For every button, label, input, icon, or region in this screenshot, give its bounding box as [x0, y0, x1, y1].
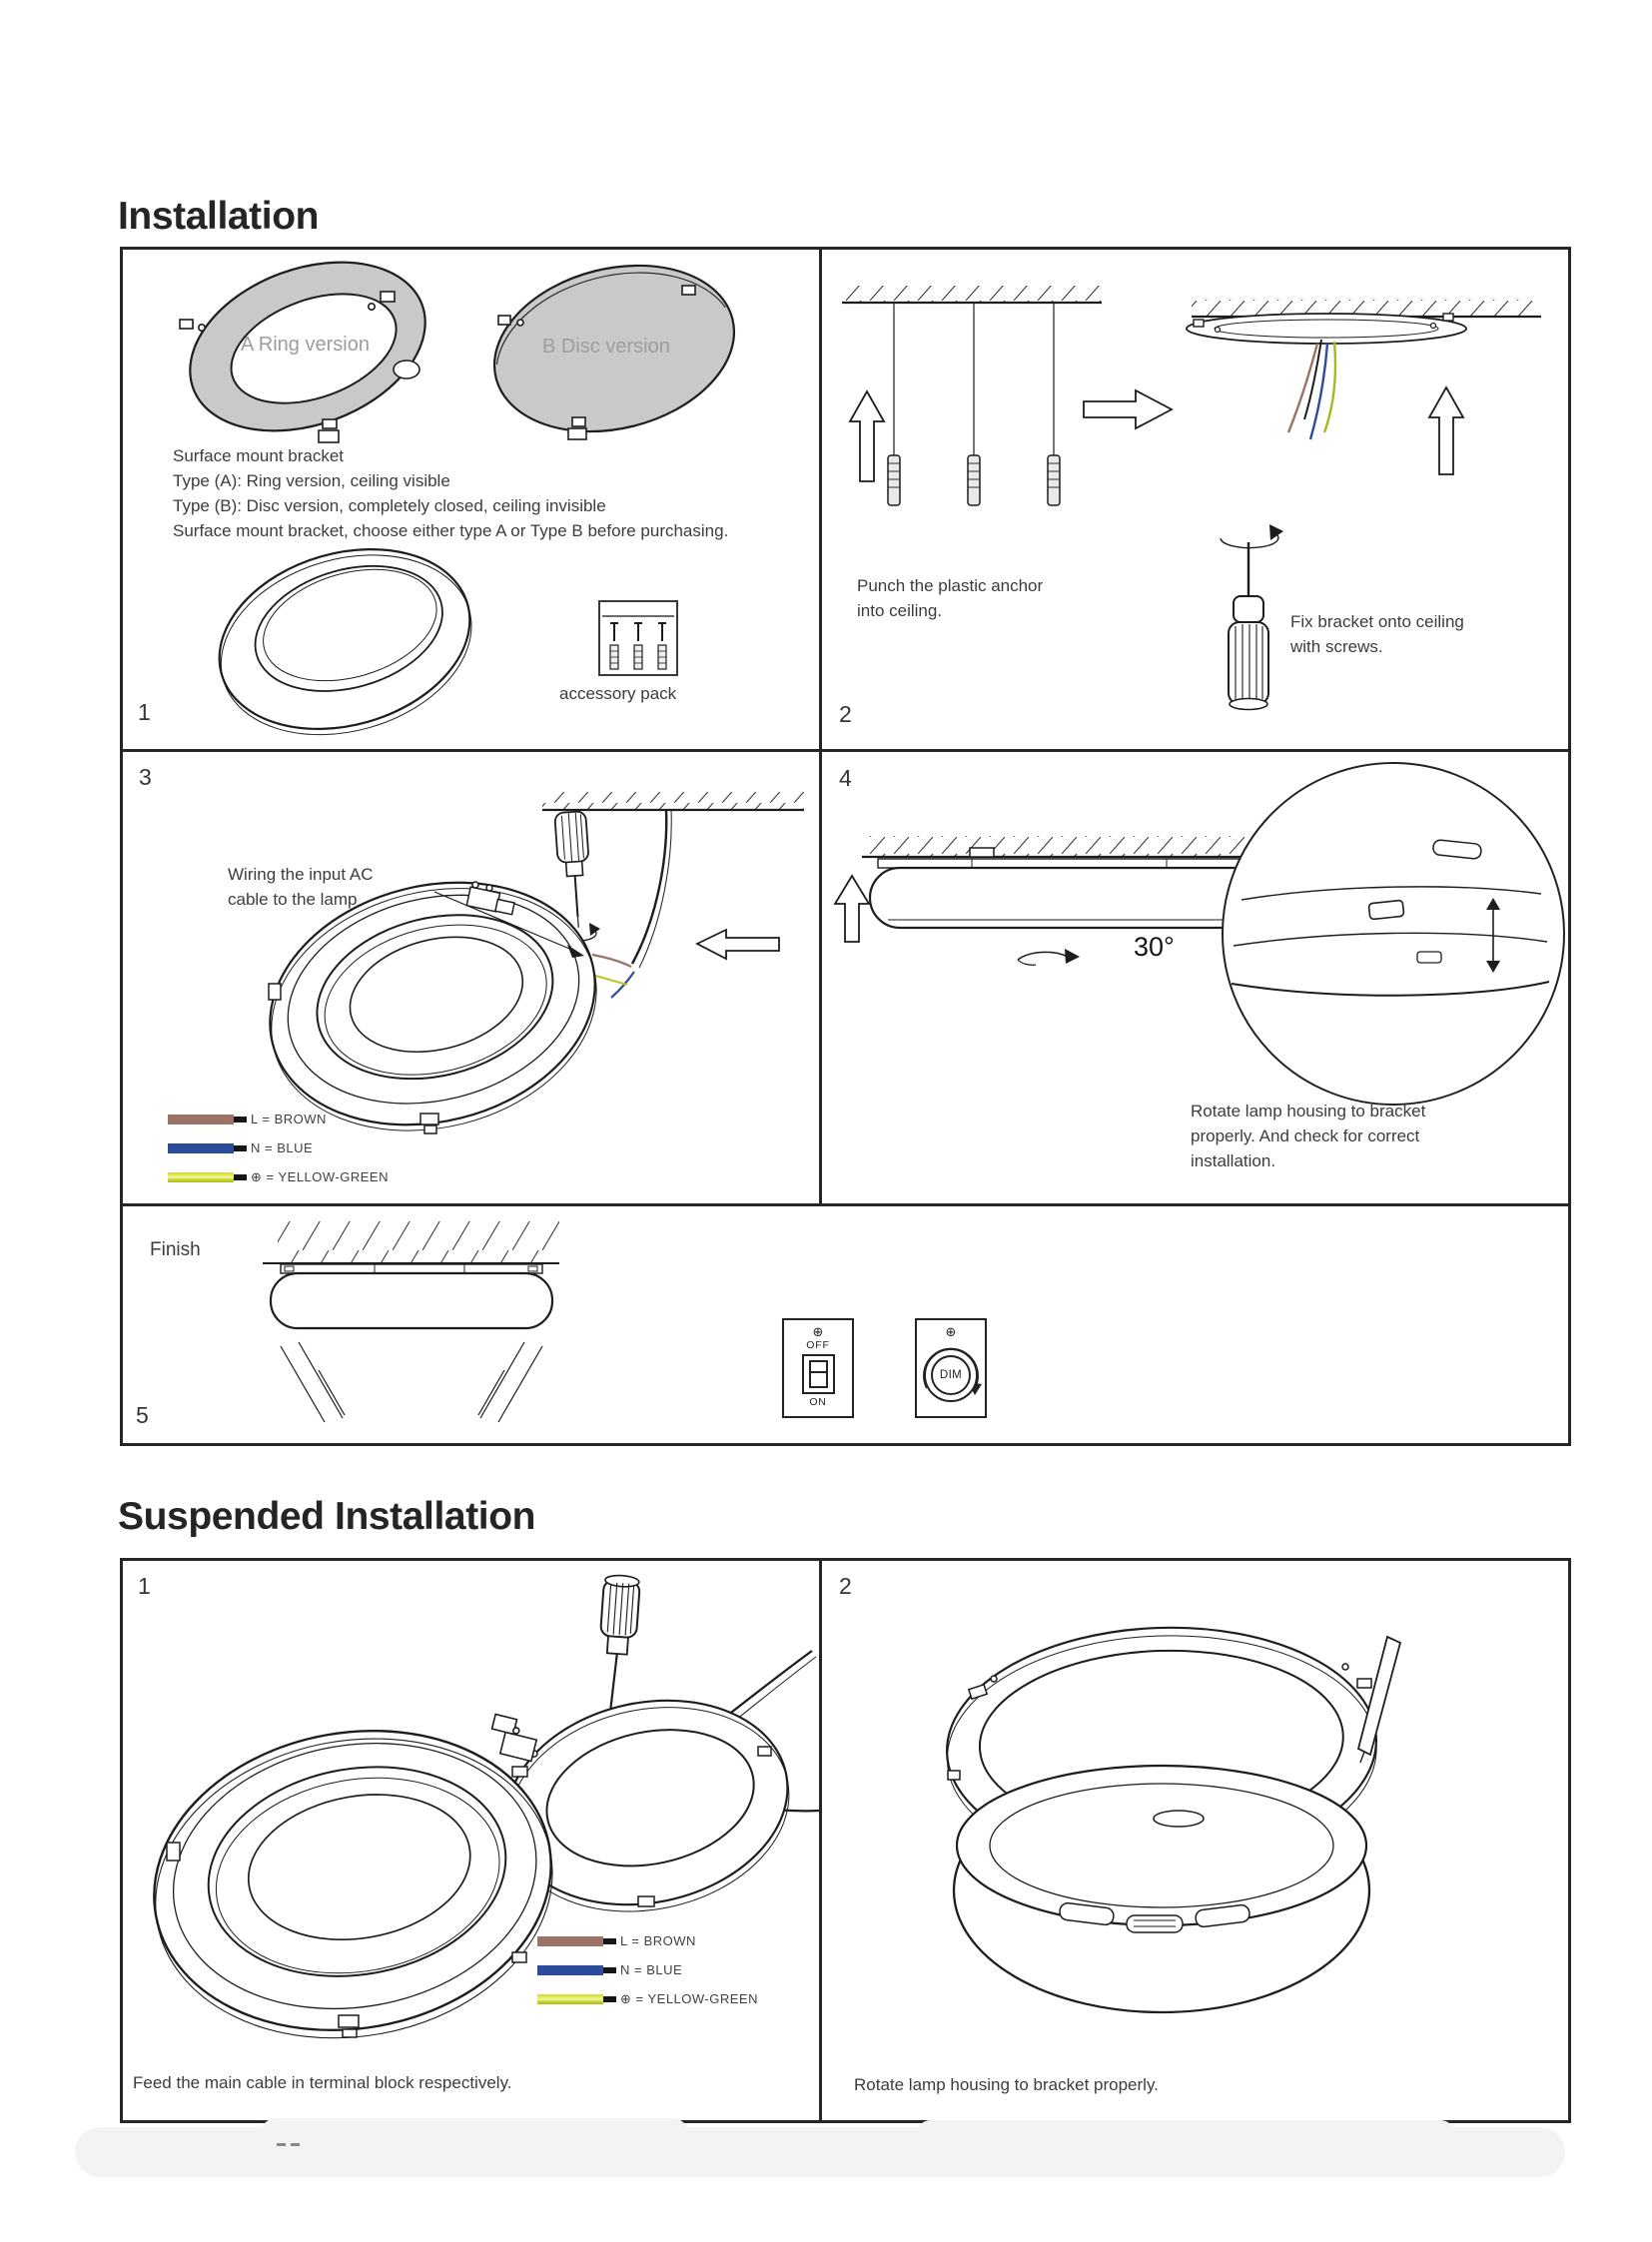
- lamp-housing-drawing: [954, 1766, 1369, 2012]
- wire-legend: [537, 1926, 758, 2013]
- dimmer-knob-area: [919, 1340, 983, 1408]
- plastic-anchors: [888, 303, 1060, 505]
- toggle-lever: [809, 1360, 828, 1388]
- toggle-switch: [802, 1354, 835, 1394]
- redacted-smudge: [75, 2127, 1565, 2177]
- rotation-angle-label: 30°: [1134, 932, 1175, 962]
- bracket-description: Surface mount bracket Type (A): Ring version, ceiling visible Type (B): Disc version, completely closed, ceiling invisible Surface mount bracket, choose either type A or Type B before purchasing.: [173, 446, 729, 540]
- punch-caption: Punch the plastic anchor into ceiling.: [857, 576, 1044, 620]
- step-number: 1: [138, 699, 151, 725]
- right-arrow-icon: [1084, 390, 1172, 428]
- screw-icon: ⊕: [945, 1324, 957, 1339]
- blue-wire-swatch: [168, 1143, 234, 1153]
- step-number: 1: [138, 1573, 151, 1599]
- ceiling-hatch-left: [842, 286, 1102, 303]
- brown-wire-swatch: [537, 1936, 603, 1946]
- suspended-step2-panel: [822, 1561, 1568, 2120]
- up-arrow-icon: [850, 391, 884, 481]
- ceiling-hatch: [263, 1221, 559, 1263]
- feed-cable-caption: Feed the main cable in terminal block respectively.: [133, 2073, 512, 2092]
- light-rays: [281, 1342, 542, 1422]
- fix-caption: Fix bracket onto ceiling with screws.: [1290, 612, 1464, 656]
- wiring-caption: Wiring the input AC cable to the lamp: [228, 865, 374, 909]
- brown-wire-swatch: [168, 1115, 234, 1124]
- screwdriver-drawing: [1221, 524, 1283, 710]
- magnifier-detail-circle: [1223, 763, 1564, 1105]
- dimmer-switch: [915, 1318, 987, 1418]
- suspended-steps-table: [120, 1558, 1571, 2123]
- cable-tool: [1358, 1637, 1400, 1763]
- legend-row-brown: L = BROWN: [168, 1105, 389, 1133]
- dimmer-label: DIM: [931, 1355, 971, 1395]
- step-number: 5: [136, 1402, 149, 1428]
- rotate-arrowhead: [589, 923, 600, 936]
- suspended-title: Suspended Installation: [118, 1495, 536, 1538]
- suspended-step1-panel: [123, 1561, 822, 2120]
- bracket-on-ceiling: [1187, 314, 1466, 344]
- blue-wire-swatch: [537, 1965, 603, 1975]
- up-arrow-icon: [835, 876, 869, 942]
- smudge-dash: [291, 2143, 300, 2146]
- rotate-arrow-icon: [1018, 949, 1080, 965]
- smudge-dash: [277, 2143, 286, 2146]
- feed-cable-diagram: [123, 1561, 819, 2117]
- step4-panel: [822, 752, 1568, 1206]
- finish-label: Finish: [150, 1239, 201, 1260]
- dimmer-knob: [924, 1348, 978, 1402]
- rotate-housing-caption: Rotate lamp housing to bracket properly.: [854, 2075, 1159, 2094]
- installation-steps-table: [120, 247, 1571, 1446]
- up-arrow-icon: [1429, 387, 1463, 474]
- screwdriver-drawing: [554, 811, 593, 929]
- step3-panel: [123, 752, 822, 1206]
- wall-switch: [782, 1318, 854, 1418]
- hanging-wires: [1288, 340, 1335, 439]
- legend-row-blue: N = BLUE: [537, 1955, 758, 1984]
- switch-off-label: OFF: [806, 1339, 830, 1351]
- step-number: 3: [139, 764, 152, 790]
- rotate-housing-diagram: [822, 1561, 1565, 2117]
- step5-panel: [123, 1206, 1568, 1443]
- step-number: 4: [839, 765, 852, 791]
- ring-a-label: A Ring version: [241, 334, 370, 356]
- legend-row-brown: L = BROWN: [537, 1926, 758, 1955]
- lamp-terminal-block: [486, 1715, 540, 1762]
- left-arrow-icon: [697, 930, 779, 959]
- step-number: 2: [839, 701, 852, 727]
- legend-row-blue: N = BLUE: [168, 1133, 389, 1162]
- ac-cable: [588, 810, 671, 998]
- screw-icon: ⊕: [812, 1324, 824, 1339]
- accessory-pack-label: accessory pack: [559, 684, 677, 703]
- mounted-lamp: [271, 1264, 552, 1328]
- rotate-caption: Rotate lamp housing to bracket properly. And check for correct installation.: [1191, 1102, 1426, 1170]
- step1-panel: [123, 250, 822, 752]
- anchor-and-bracket-diagram: [822, 250, 1565, 749]
- switch-on-label: ON: [809, 1396, 827, 1408]
- mounting-ring-drawing: [198, 521, 492, 763]
- legend-row-yellow-green: ⊕ = YELLOW-GREEN: [537, 1984, 758, 2013]
- ceiling-hatch: [542, 792, 804, 810]
- accessory-pack-box: [599, 601, 677, 675]
- yellow-green-wire-swatch: [537, 1994, 603, 2004]
- step2-panel: [822, 250, 1568, 752]
- step-number: 2: [839, 1573, 852, 1599]
- yellow-green-wire-swatch: [168, 1172, 234, 1182]
- legend-row-yellow-green: ⊕ = YELLOW-GREEN: [168, 1162, 389, 1191]
- installation-title: Installation: [118, 195, 320, 238]
- clip-detail: [1368, 900, 1403, 919]
- disc-b-label: B Disc version: [542, 336, 670, 358]
- wire-legend: [168, 1105, 389, 1191]
